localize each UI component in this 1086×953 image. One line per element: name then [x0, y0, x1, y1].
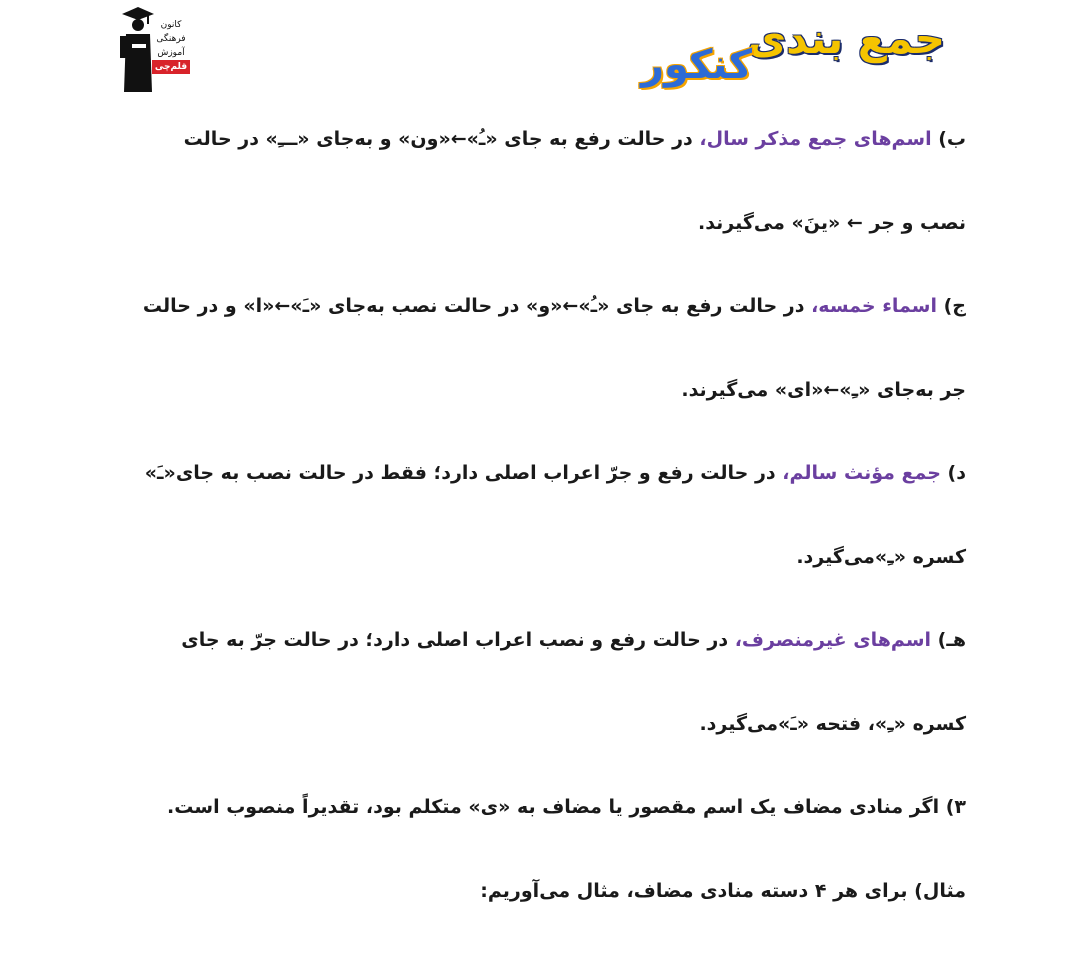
document-body: [66, 118, 966, 953]
text-line: [66, 452, 966, 536]
item-marker: هـ): [931, 629, 966, 651]
brand-logo: [635, 12, 955, 90]
text-line: [66, 786, 966, 870]
line-text: در حالت رفع و جرّ اعراب اصلی دارد؛ فقط در حالت نصب به جای«ـَ»: [145, 462, 783, 484]
line-text: نصب و جر ← «ینَ» می‌گیرند.: [698, 212, 966, 234]
publisher-name: [152, 18, 190, 74]
line-text: مثال) برای هر ۴ دسته منادی مضاف، مثال می‌آوریم:: [480, 880, 966, 902]
text-line: [66, 202, 966, 286]
text-line: [66, 118, 966, 202]
text-line: [66, 703, 966, 787]
line-text: جر به‌جای «ـِ»←«ای» می‌گیرند.: [681, 379, 966, 401]
line-text: در حالت رفع به جای «ـُ»←«ون» و به‌جای «ـــِ» در حالت: [184, 128, 700, 150]
line-text: ۳) اگر منادی مضاف یک اسم مقصور یا مضاف به «ی» متکلم بود، تقدیراً منصوب است.: [167, 796, 966, 818]
text-line: [66, 870, 966, 953]
text-line: [66, 285, 966, 369]
line-text: کسره «ـِ»می‌گیرد.: [796, 546, 966, 568]
highlight-term: اسماء خمسه،: [811, 295, 937, 317]
publisher-line: آموزش: [152, 46, 190, 60]
brand-logo-bottom: کنکور: [641, 42, 752, 88]
publisher-line: کانون: [152, 18, 190, 32]
line-text: کسره «ـِ»، فتحه «ـَ»می‌گیرد.: [699, 713, 966, 735]
publisher-logo: [118, 4, 190, 96]
highlight-term: اسم‌های جمع مذکر سال،: [699, 128, 931, 150]
publisher-line: فرهنگی: [152, 32, 190, 46]
line-text: در حالت رفع به جای «ـُ»←«و» در حالت نصب به‌جای «ـَ»←«ا» و در حالت: [143, 295, 811, 317]
highlight-term: جمع مؤنث سالم،: [782, 462, 941, 484]
publisher-line: قلم‌چی: [152, 60, 190, 74]
text-line: [66, 536, 966, 620]
highlight-term: اسم‌های غیرمنصرف،: [735, 629, 931, 651]
page-header: [0, 0, 1086, 100]
item-marker: ج): [937, 295, 966, 317]
item-marker: د): [941, 462, 966, 484]
item-marker: ب): [932, 128, 966, 150]
text-line: [66, 619, 966, 703]
line-text: در حالت رفع و نصب اعراب اصلی دارد؛ در حالت جرّ به جای: [181, 629, 734, 651]
brand-logo-top: جمع بندی: [748, 14, 945, 63]
text-line: [66, 369, 966, 453]
